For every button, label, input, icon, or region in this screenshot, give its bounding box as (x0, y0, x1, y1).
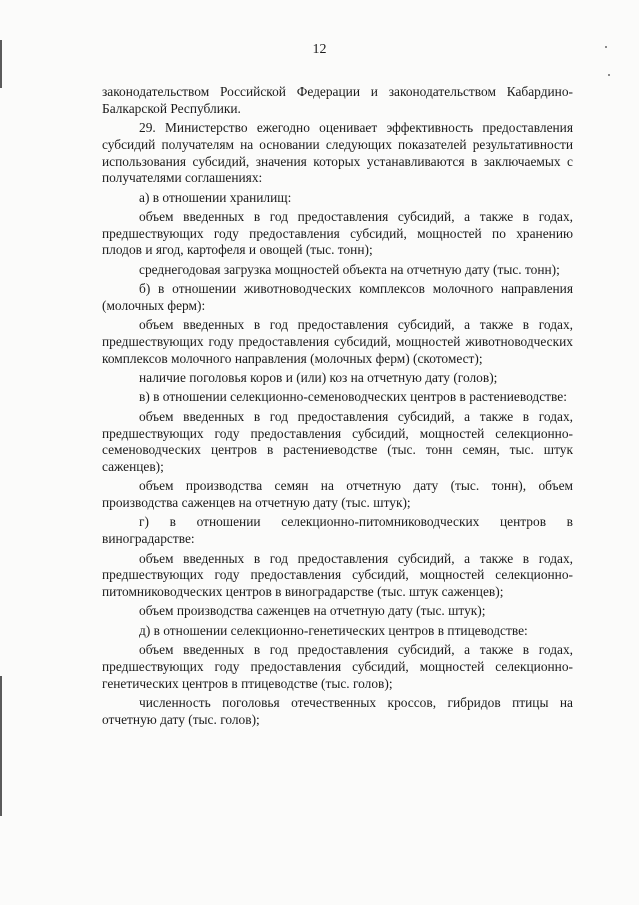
paragraph: объем введенных в год предоставления субсидий, а также в годах, предшествующих году предоставления субсидий, мощностей животноводческих комплексов молочного направления (молочных ферм) (скотомест); (102, 317, 573, 366)
paragraph: г) в отношении селекционно-питомниководческих центров в виноградарстве: (102, 514, 573, 547)
paragraph: объем введенных в год предоставления субсидий, а также в годах, предшествующих году предоставления субсидий, мощностей селекционно-генетических центров в птицеводстве (тыс. голов); (102, 642, 573, 691)
document-body (102, 84, 573, 731)
paragraph: законодательством Российской Федерации и законодательством Кабардино-Балкарской Республики. (102, 84, 573, 116)
paragraph: объем введенных в год предоставления субсидий, а также в годах, предшествующих году предоставления субсидий, мощностей селекционно-питомниководческих центров в виноградарстве (тыс. штук саженцев); (102, 550, 573, 599)
page-number: 12 (312, 42, 327, 57)
paragraph: численность поголовья отечественных кроссов, гибридов птицы на отчетную дату (тыс. голов); (102, 694, 573, 727)
paragraph: в) в отношении селекционно-семеноводческих центров в растениеводстве: (139, 389, 567, 405)
paragraph: б) в отношении животноводческих комплексов молочного направления (молочных ферм): (102, 281, 573, 313)
paragraph: среднегодовая загрузка мощностей объекта на отчетную дату (тыс. тонн); (139, 261, 560, 277)
paragraph: объем введенных в год предоставления субсидий, а также в годах, предшествующих году предоставления субсидий, мощностей по хранению плодов и ягод, картофеля и овощей (тыс. тонн); (102, 208, 573, 258)
paragraph: объем производства семян на отчетную дату (тыс. тонн), объем производства саженцев на отчетную дату (тыс. штук); (102, 478, 573, 511)
scan-speck (608, 74, 610, 76)
paragraph: д) в отношении селекционно-генетических центров в птицеводстве: (139, 622, 528, 638)
paragraph: 29. Министерство ежегодно оценивает эффективность предоставления субсидий получателям на основании следующих показателей результативности использования субсидий, значения которых устанавливаются в заключаемых с получателями соглашениях: (102, 120, 573, 186)
paragraph: наличие поголовья коров и (или) коз на отчетную дату (голов); (139, 370, 498, 386)
paragraph: объем производства саженцев на отчетную дату (тыс. штук); (139, 603, 486, 619)
scan-edge-mark (0, 676, 2, 816)
paragraph: а) в отношении хранилищ: (139, 189, 292, 205)
paragraph: объем введенных в год предоставления субсидий, а также в годах, предшествующих году предоставления субсидий, мощностей селекционно-семеноводческих центров в растениеводстве (тыс. тонн семян, тыс. штук саженцев); (102, 408, 573, 474)
